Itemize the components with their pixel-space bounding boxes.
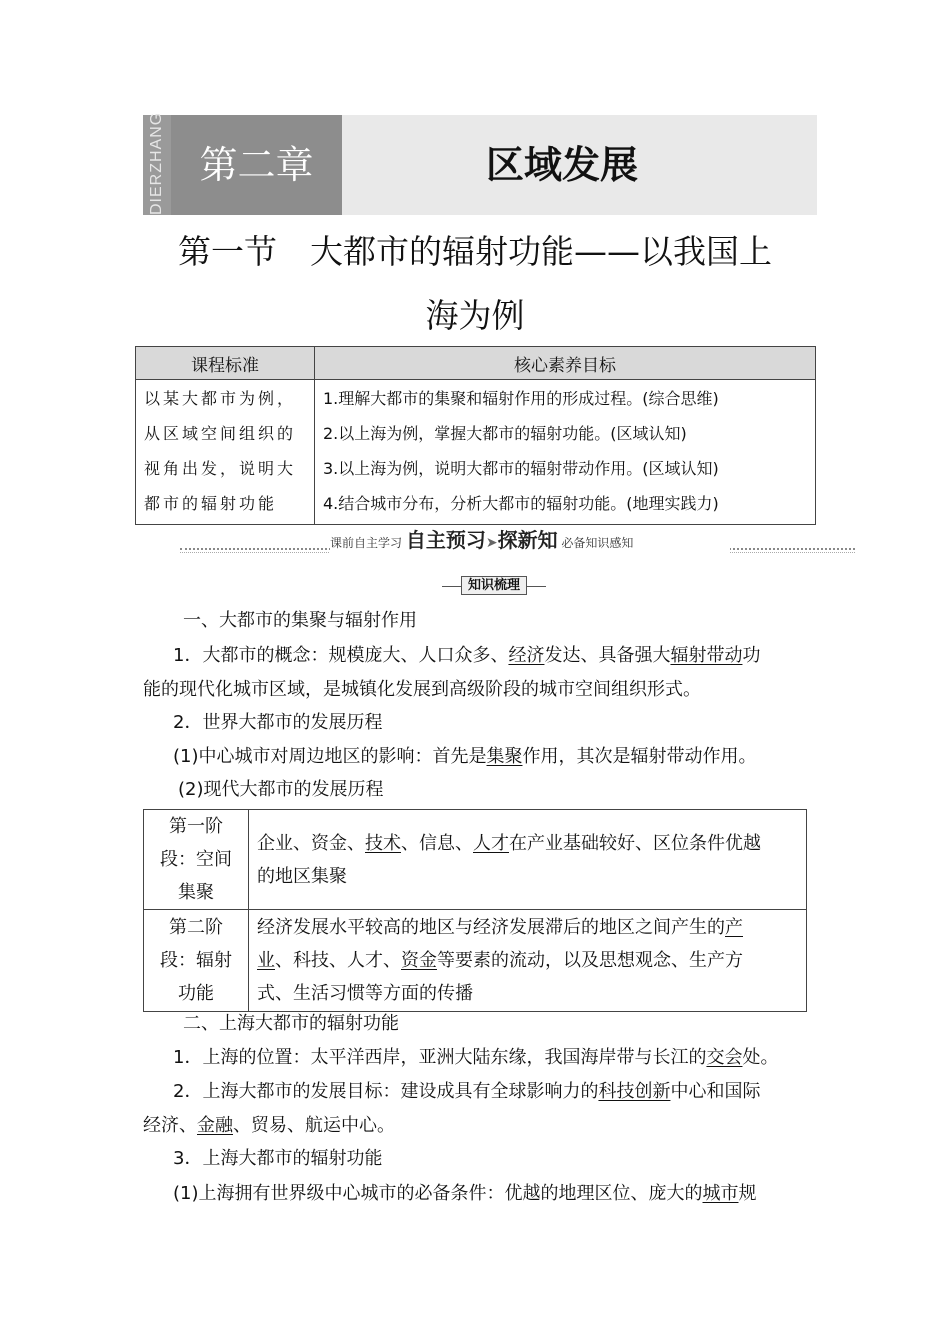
standards-table	[135, 346, 816, 525]
paragraph-7: 3．上海大都市的辐射功能	[173, 1148, 383, 1169]
standard-line: 都市的辐射功能	[144, 494, 278, 513]
paragraph-4: (2)现代大都市的发展历程	[178, 779, 384, 800]
stage-name-line: 功能	[178, 983, 214, 1004]
text: (1)中心城市对周边地区的影响：首先是	[173, 746, 487, 767]
standards-body-row	[136, 380, 816, 525]
course-standard-cell	[136, 380, 315, 525]
stage-desc-line: 式、生活习惯等方面的传播	[257, 983, 473, 1004]
text: 发达、具备强大	[544, 645, 671, 666]
text: (1)上海拥有世界级中心城市的必备条件：优越的地理区位、庞大的	[173, 1183, 703, 1204]
underlined-term: 产	[725, 917, 743, 938]
underlined-term: 人才	[473, 832, 509, 854]
divider-banner	[330, 526, 730, 554]
standard-line: 以某大都市为例，	[144, 389, 297, 408]
text: 经济发展水平较高的地区与经济发展滞后的地区之间产生的	[257, 917, 725, 938]
paragraph-6-line1	[173, 1075, 760, 1109]
underlined-term: 交会	[706, 1047, 743, 1068]
underlined-term: 业	[257, 950, 275, 971]
paragraph-8	[173, 1177, 757, 1211]
stage-name-cell	[144, 810, 249, 910]
chapter-label-box	[171, 115, 342, 215]
paragraph-3	[173, 740, 757, 774]
underlined-term: 辐射带动	[670, 645, 743, 666]
chapter-side-strip	[143, 111, 171, 215]
underlined-term: 集聚	[486, 746, 523, 767]
stage-name-cell	[144, 910, 249, 1012]
stage-desc-line	[257, 944, 798, 977]
stage-row	[144, 910, 807, 1012]
header-core-goals: 核心素养目标	[315, 347, 816, 380]
underlined-term: 经济	[508, 645, 545, 666]
stage-desc-line	[257, 827, 798, 860]
underlined-term: 科技创新	[598, 1081, 671, 1102]
text: 处。	[742, 1047, 779, 1068]
text: 、信息、	[401, 832, 473, 854]
text: 作用，其次是辐射带动作用。	[522, 746, 757, 767]
goal-tag: (地理实践力)	[626, 494, 719, 513]
knowledge-label	[442, 576, 546, 596]
chapter-side-text: DIERZHANG	[148, 111, 165, 215]
stage-name-line: 第二阶	[169, 917, 223, 938]
core-goals-cell	[315, 380, 816, 525]
goal-line	[323, 416, 809, 451]
standard-line: 从区域空间组织的	[144, 424, 297, 443]
text: 、贸易、航运中心。	[233, 1115, 395, 1136]
stage-row	[144, 810, 807, 910]
text: 1．大都市的概念：规模庞大、人口众多、	[173, 645, 509, 666]
paragraph-1-line2: 能的现代化城市区域，是城镇化发展到高级阶段的城市空间组织形式。	[143, 679, 701, 700]
goal-text: 4.结合城市分布，分析大都市的辐射功能。	[323, 494, 627, 513]
text: 、科技、人才、	[275, 950, 401, 971]
section-title	[150, 226, 800, 342]
goal-text: 2.以上海为例，掌握大都市的辐射功能。	[323, 424, 611, 443]
stage-name-line: 段：空间	[160, 849, 232, 870]
chapter-label: 第二章	[199, 143, 314, 187]
goal-line	[323, 486, 809, 521]
underlined-term: 资金	[401, 950, 437, 971]
knowledge-label-text: 知识梳理	[461, 576, 527, 595]
header-course-standard: 课程标准	[136, 347, 315, 380]
stage-name-line: 段：辐射	[160, 950, 232, 971]
text: 规	[738, 1183, 757, 1204]
underlined-term: 技术	[365, 832, 401, 854]
paragraph-1-line1	[173, 639, 760, 673]
heading-1: 一、大都市的集聚与辐射作用	[183, 610, 417, 631]
goal-line	[323, 451, 809, 486]
goal-tag: (区域认知)	[610, 424, 687, 443]
stage-desc-line: 的地区集聚	[257, 865, 347, 887]
underlined-term: 金融	[197, 1115, 233, 1136]
standards-header-row	[136, 347, 816, 380]
arrow-icon: ➤	[485, 535, 498, 551]
section-title-line2: 海为例	[425, 296, 525, 335]
goal-line	[323, 381, 809, 416]
paragraph-5	[173, 1041, 778, 1075]
stages-table	[143, 809, 807, 1012]
text: 功	[742, 645, 761, 666]
divider-right-text: 必备知识感知	[561, 536, 634, 550]
text: 2．上海大都市的发展目标：建设成具有全球影响力的	[173, 1081, 599, 1102]
goal-text: 3.以上海为例，说明大都市的辐射带动作用。	[323, 459, 643, 478]
text: 企业、资金、	[257, 832, 365, 854]
divider-main-1: 自主预习	[405, 528, 486, 552]
paragraph-2: 2．世界大都市的发展历程	[173, 712, 383, 733]
chapter-title: 区域发展	[485, 143, 638, 187]
goal-tag: (综合思维)	[642, 389, 719, 408]
stage-desc-cell	[249, 810, 807, 910]
heading-2: 二、上海大都市的辐射功能	[183, 1013, 399, 1034]
stage-desc-line	[257, 911, 798, 944]
stage-name-line: 第一阶	[169, 816, 223, 837]
goal-tag: (区域认知)	[642, 459, 719, 478]
divider-main-2: 探新知	[497, 528, 558, 552]
text: 中心和国际	[670, 1081, 761, 1102]
stage-name-line: 集聚	[178, 882, 214, 903]
goal-text: 1.理解大都市的集聚和辐射作用的形成过程。	[323, 389, 643, 408]
paragraph-6-line2	[143, 1109, 395, 1143]
stage-desc-cell	[249, 910, 807, 1012]
text: 在产业基础较好、区位条件优越	[509, 832, 761, 854]
standard-line: 视角出发，说明大	[144, 459, 297, 478]
text: 1．上海的位置：太平洋西岸，亚洲大陆东缘，我国海岸带与长江的	[173, 1047, 707, 1068]
divider-left-text: 课前自主学习	[330, 536, 403, 550]
text: 等要素的流动，以及思想观念、生产方	[437, 950, 743, 971]
underlined-term: 城市	[702, 1183, 739, 1204]
text: 经济、	[143, 1115, 197, 1136]
section-title-line1: 第一节 大都市的辐射功能——以我国上	[178, 232, 772, 271]
